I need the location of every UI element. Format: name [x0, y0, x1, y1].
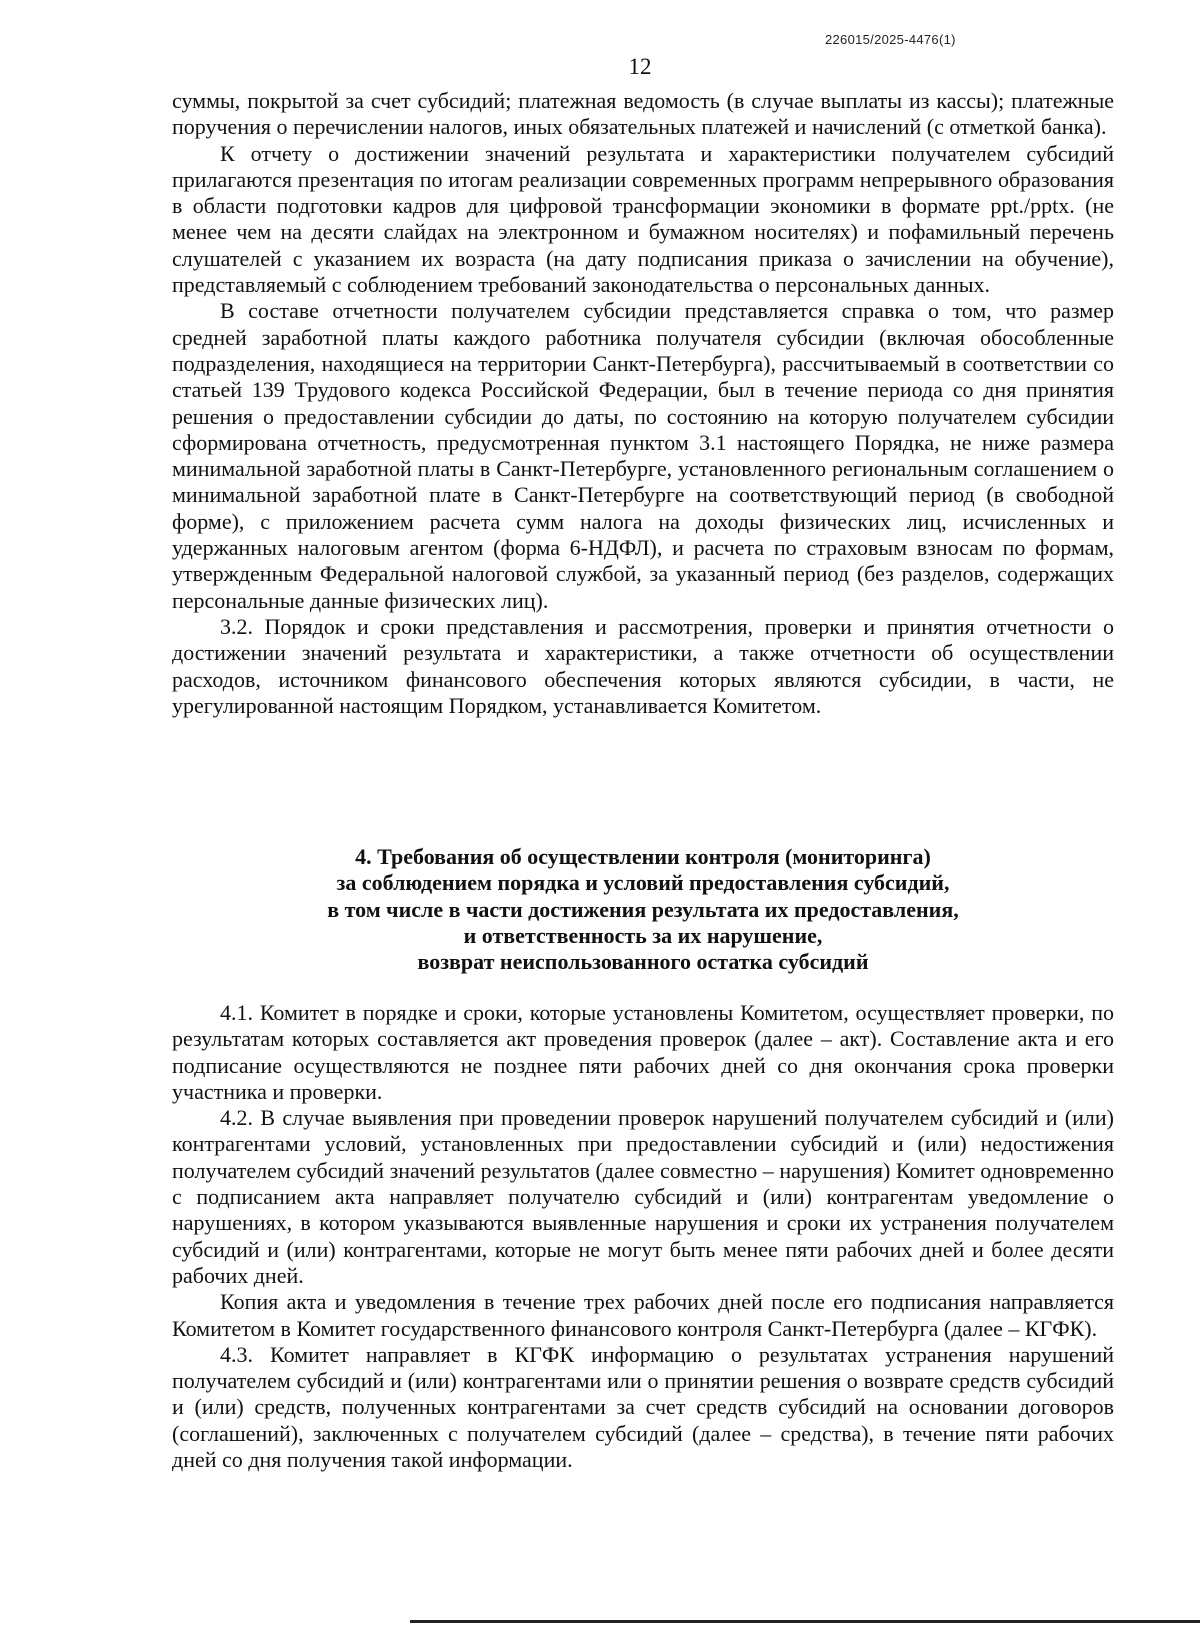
paragraph-4-2: 4.2. В случае выявления при проведении проверок нарушений получателем субсидий и (или) контрагентами условий, установленных при предоставлении субсидий и (или) недостижения получателем субсидий значений результатов (далее совместно – нарушения) Комитет одновременно с подписанием акта направляет получателю субсидий и (или) контрагентам уведомление о нарушениях, в котором указываются выявленные нарушения и сроки их устранения получателем субсидий и (или) контрагентами, которые не могут быть менее пяти рабочих дней и более десяти рабочих дней.: [172, 1105, 1114, 1288]
heading-line: и ответственность за их нарушение,: [463, 922, 823, 948]
heading-line: возврат неиспользованного остатка субсидий: [417, 949, 869, 975]
paragraph-salary-certificate: В составе отчетности получателем субсидии представляется справка о том, что размер средней заработной платы каждого работника получателя субсидии (включая обособленные подразделения, находящиеся на территории Санкт-Петербурга), рассчитываемый в соответствии со статьей 139 Трудового кодекса Российской Федерации, был в течение периода со дня принятия решения о предоставлении субсидии до даты, по состоянию на которую получателем субсидии сформирована отчетность, предусмотренная пунктом 3.1 настоящего Порядка, не ниже размера минимальной заработной платы в Санкт-Петербурге, установленного региональным соглашением о минимальной заработной плате в Санкт-Петербурге на соответствующий период (в свободной форме), с приложением расчета сумм налога на доходы физических лиц, исчисленных и удержанных налоговым агентом (форма 6-НДФЛ), и расчета по страховым взносам по формам, утвержденным Федеральной налоговой службой, за указанный период (без разделов, содержащих персональные данные физических лиц).: [172, 298, 1114, 613]
registration-number: 226015/2025-4476(1): [825, 32, 956, 47]
paragraph-continuation: суммы, покрытой за счет субсидий; платежная ведомость (в случае выплаты из кассы); платежные поручения о перечислении налогов, иных обязательных платежей и начислений (с отметкой банка).: [172, 88, 1114, 140]
paragraph-3-2: 3.2. Порядок и сроки представления и рассмотрения, проверки и принятия отчетности о достижении значений результата и характеристики, а также отчетности об осуществлении расходов, источником финансового обеспечения которых являются субсидии, в части, не урегулированной настоящим Порядком, устанавливается Комитетом.: [172, 613, 1114, 718]
paragraph-act-copy: Копия акта и уведомления в течение трех рабочих дней после его подписания направляется Комитетом в Комитет государственного финансового контроля Санкт-Петербурга (далее – КГФК).: [172, 1289, 1114, 1341]
paragraph-4-1: 4.1. Комитет в порядке и сроки, которые установлены Комитетом, осуществляет проверки, по результатам которых составляется акт проведения проверок (далее – акт). Составление акта и его подписание осуществляются не позднее пяти рабочих дней со дня окончания срока проверки участника и проверки.: [172, 1000, 1114, 1104]
page-number: 12: [628, 54, 652, 79]
heading-line: 4. Требования об осуществлении контроля (мониторинга): [355, 844, 931, 869]
heading-line: за соблюдением порядка и условий предоставления субсидий,: [336, 870, 950, 896]
section-4-heading: [172, 844, 1114, 975]
scan-edge-line: [410, 1620, 1200, 1623]
paragraph-4-3: 4.3. Комитет направляет в КГФК информацию о результатах устранения нарушений получателем субсидий и (или) контрагентами или о принятии решения о возврате средств субсидий и (или) средств, полученных контрагентами за счет средств субсидий на основании договоров (соглашений), заключенных с получателем субсидий (далее – средства), в течение пяти рабочих дней со дня получения такой информации.: [172, 1341, 1114, 1473]
paragraph-report-attachments: К отчету о достижении значений результата и характеристики получателем субсидий прилагаются презентация по итогам реализации современных программ непрерывного образования в области подготовки кадров для цифровой трансформации экономики в формате ppt./pptx. (не менее чем на десяти слайдах на электронном и бумажном носителях) и пофамильный перечень слушателей с указанием их возраста (на дату подписания приказа о зачислении на обучение), представляемый с соблюдением требований законодательства о персональных данных.: [172, 140, 1114, 298]
heading-line: в том числе в части достижения результата их предоставления,: [327, 896, 959, 922]
body-text-top: [172, 88, 1114, 719]
body-text-bottom: [172, 1000, 1114, 1473]
